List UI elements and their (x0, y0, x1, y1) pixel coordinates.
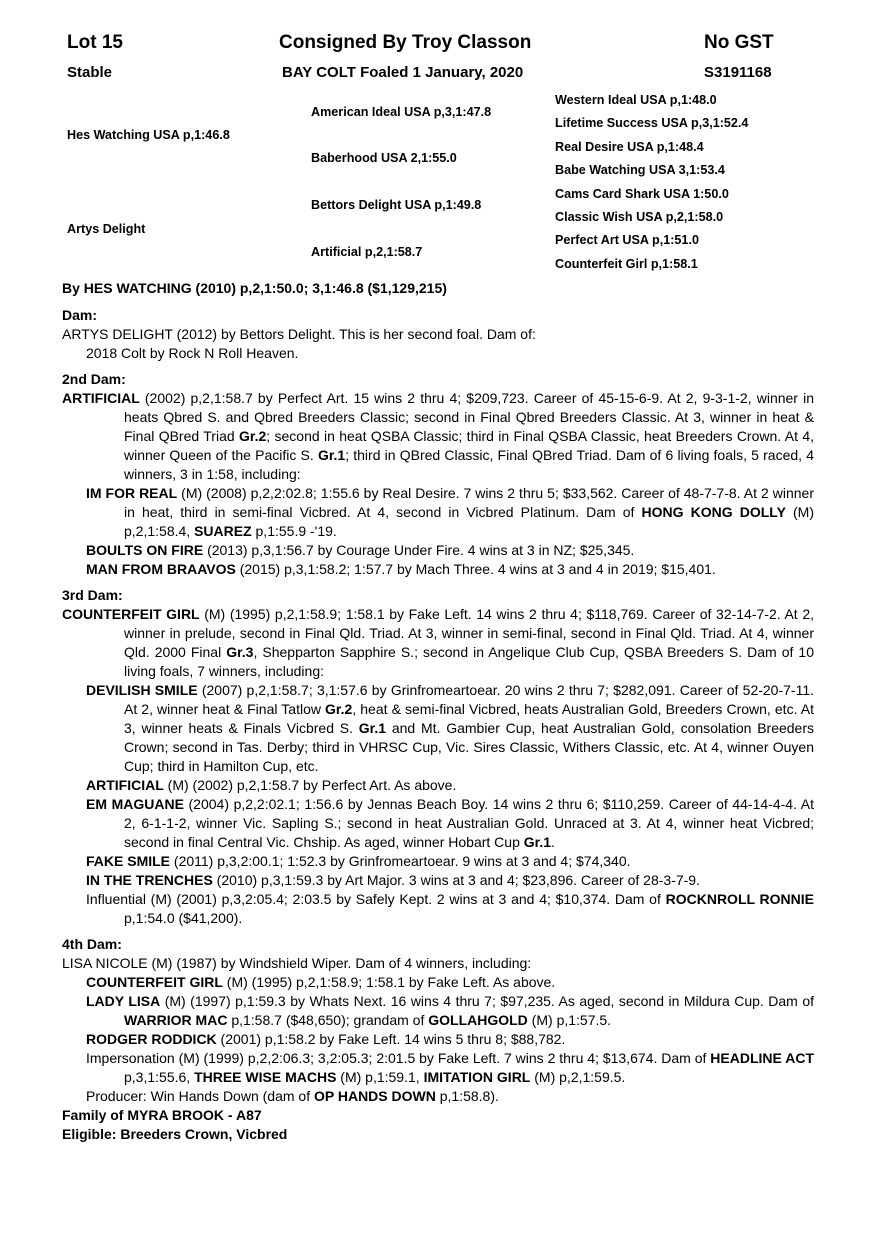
counterfeit-girl-ref-name: COUNTERFEIT GIRL (86, 974, 223, 990)
producer-text-b: p,1:58.8). (435, 1088, 499, 1104)
rodger-roddick-name: RODGER RODDICK (86, 1031, 217, 1047)
eligibility-line: Eligible: Breeders Crown, Vicbred (62, 1126, 288, 1142)
impersonation-text-c: (M) p,1:59.1, (336, 1069, 424, 1085)
gollahgold-name: GOLLAHGOLD (428, 1012, 528, 1028)
horse-description: BAY COLT Foaled 1 January, 2020 (282, 64, 524, 81)
lady-lisa-text-c: (M) p,1:57.5. (527, 1012, 612, 1028)
headline-act-name: HEADLINE ACT (710, 1050, 815, 1066)
boults-on-fire-entry (62, 541, 814, 560)
devilish-smile-name: DEVILISH SMILE (86, 682, 198, 698)
suarez-name: SUAREZ (194, 523, 252, 539)
dam-text: ARTYS DELIGHT (2012) by Bettors Delight. This is her second foal. Dam of: (62, 326, 536, 342)
artificial-text-a: (2002) p,2,1:58.7 by Perfect Art. 15 wins 2 thru 4; $209,723. Career of 45-15-6-9. At 2, 9-3-1-2, winner in heats Qbred S. and Qbred Breeders Classic; second in Final Qbred Breeders Classic. At 3, winner in heat & Final QBred Triad (124, 390, 814, 444)
artificial-entry (62, 389, 814, 484)
counterfeit-girl-text-b: , Shepparton Sapphire S.; second in Angelique Club Cup, QSBA Breeders S. Dam of 10 living foals, 7 winners, including: (124, 644, 814, 679)
dam-heading: Dam: (62, 307, 98, 323)
impersonation-text-d: (M) p,2,1:59.5. (530, 1069, 626, 1085)
artificial-name: ARTIFICIAL (62, 390, 140, 406)
in-the-trenches-text: (2010) p,3,1:59.3 by Art Major. 3 wins at 3 and 4; $23,896. Career of 28-3-7-9. (212, 872, 700, 888)
fake-smile-entry (62, 852, 814, 871)
im-for-real-text-c: p,1:55.9 -'19. (251, 523, 337, 539)
artificial-text-b: ; second in heat QSBA Classic; third in Final QSBA Classic, heat Breeders Crown. At 4, winner Queen of the Pacific S. (124, 428, 814, 463)
fourth-dam-text: LISA NICOLE (M) (1987) by Windshield Wiper. Dam of 4 winners, including: (62, 955, 532, 971)
em-maguane-entry (62, 795, 814, 852)
counterfeit-girl-text-a: (M) (1995) p,2,1:58.9; 1:58.1 by Fake Left. 14 wins 2 thru 4; $118,769. Career of 32-14-7-2. At 2, winner in prelude, second in Final Qld. Triad. At 3, winner in semi-final, second in Final Qld. Triad. At 4, winner Qld. 2000 Final (124, 606, 814, 660)
impersonation-text-b: p,3,1:55.6, (124, 1069, 195, 1085)
lady-lisa-entry (62, 992, 814, 1030)
pedigree-g8: Counterfeit Girl p,1:58.1 (555, 257, 698, 271)
three-wise-machs-name: THREE WISE MACHS (194, 1069, 337, 1085)
boults-on-fire-text: (2013) p,3,1:56.7 by Courage Under Fire. 4 wins at 3 in NZ; $25,345. (203, 542, 635, 558)
artificial-text-c: ; third in QBred Classic, Final QBred Triad. Dam of 6 living foals, 5 raced, 4 winners, 3 in 1:58, including: (124, 447, 814, 482)
pedigree-g3: Real Desire USA p,1:48.4 (555, 140, 704, 154)
producer-entry (62, 1087, 814, 1106)
pedigree-g4: Babe Watching USA 3,1:53.4 (555, 163, 725, 177)
rodger-roddick-entry (62, 1030, 814, 1049)
fake-smile-name: FAKE SMILE (86, 853, 171, 869)
artificial-ref-name: ARTIFICIAL (86, 777, 164, 793)
grade-badge: Gr.1 (523, 834, 551, 850)
pedigree-sire: Hes Watching USA p,1:46.8 (67, 128, 230, 142)
im-for-real-entry (62, 484, 814, 541)
pedigree-g1: Western Ideal USA p,1:48.0 (555, 93, 717, 107)
lot-number: Lot 15 (67, 32, 123, 53)
influential-text: Influential (M) (2001) p,3,2:05.4; 2:03.5 by Safely Kept. 2 wins at 3 and 4; $10,374. Dam of (86, 891, 666, 907)
pedigree-dam-dam: Artificial p,2,1:58.7 (311, 245, 423, 259)
man-from-braavos-text: (2015) p,3,1:58.2; 1:57.7 by Mach Three. 4 wins at 3 and 4 in 2019; $15,401. (235, 561, 716, 577)
grade-badge: Gr.2 (325, 701, 353, 717)
pedigree-g6: Classic Wish USA p,2,1:58.0 (555, 210, 724, 224)
devilish-smile-text-a: (2007) p,2,1:58.7; 3,1:57.6 by Grinfromeartoear. 20 wins 2 thru 7; $282,091. Career of 52-20-7-11. At 2, winner heat & Final Tatlow (124, 682, 814, 717)
horse-code: S3191168 (704, 64, 772, 81)
family-line: Family of MYRA BROOK - A87 (62, 1107, 262, 1123)
in-the-trenches-entry (62, 871, 814, 890)
grade-badge: Gr.3 (226, 644, 254, 660)
catalogue-body (62, 306, 814, 1144)
pedigree-dam: Artys Delight (67, 222, 146, 236)
im-for-real-text-b: (M) p,2,1:58.4, (124, 504, 814, 539)
gst-status: No GST (704, 32, 774, 53)
grade-badge: Gr.1 (317, 447, 346, 463)
pedigree-sire-sire: American Ideal USA p,3,1:47.8 (311, 105, 492, 119)
third-dam-heading: 3rd Dam: (62, 587, 123, 603)
artificial-ref-entry (62, 776, 814, 795)
devilish-smile-entry (62, 681, 814, 776)
producer-text-a: Producer: Win Hands Down (dam of (86, 1088, 314, 1104)
fourth-dam-heading: 4th Dam: (62, 936, 122, 952)
boults-on-fire-name: BOULTS ON FIRE (86, 542, 204, 558)
pedigree-g2: Lifetime Success USA p,3,1:52.4 (555, 116, 749, 130)
second-dam-heading: 2nd Dam: (62, 371, 126, 387)
rocknroll-ronnie-name: ROCKNROLL RONNIE (665, 891, 814, 907)
impersonation-entry (62, 1049, 814, 1087)
fake-smile-text: (2011) p,3,2:00.1; 1:52.3 by Grinfromeartoear. 9 wins at 3 and 4; $74,340. (170, 853, 631, 869)
counterfeit-girl-ref-entry (62, 973, 814, 992)
devilish-smile-text-b: , heat & semi-final Vicbred, heats Australian Gold, Breeders Crown, etc. At 3, winner heats & Finals Vicbred S. (124, 701, 814, 736)
consignor: Consigned By Troy Classon (279, 32, 532, 53)
op-hands-down-name: OP HANDS DOWN (313, 1088, 436, 1104)
im-for-real-text-a: (M) (2008) p,2,2:02.8; 1:55.6 by Real Desire. 7 wins 2 thru 5; $33,562. Career of 48-7-7-8. At 2 winner in heat, third in semi-final Vicbred. At 4, second in Vicbred Platinum. Dam of (124, 485, 814, 520)
man-from-braavos-entry (62, 560, 814, 579)
pedigree-sire-dam: Baberhood USA 2,1:55.0 (311, 151, 457, 165)
em-maguane-text-b: . (551, 834, 555, 850)
imitation-girl-name: IMITATION GIRL (423, 1069, 531, 1085)
pedigree-g7: Perfect Art USA p,1:51.0 (555, 233, 699, 247)
grade-badge: Gr.2 (239, 428, 267, 444)
devilish-smile-text-c: and Mt. Gambier Cup, heat Australian Gold, consolation Breeders Crown; second in Tas. Derby; third in VHRSC Cup, Vic. Sires Classic, Withers Classic, etc. At 4, winner Ouyen Cup; third in Hamilton Cup, etc. (124, 720, 814, 774)
stable-label: Stable (67, 64, 113, 81)
influential-entry (62, 890, 814, 928)
lady-lisa-text-a: (M) (1997) p,1:59.3 by Whats Next. 16 wins 4 thru 7; $97,235. As aged, second in Mildura Cup. Dam of (160, 993, 815, 1009)
rodger-roddick-text: (2001) p,1:58.2 by Fake Left. 14 wins 5 thru 8; $88,782. (216, 1031, 566, 1047)
dam-foal: 2018 Colt by Rock N Roll Heaven. (86, 345, 299, 361)
im-for-real-name: IM FOR REAL (86, 485, 178, 501)
counterfeit-girl-name: COUNTERFEIT GIRL (62, 606, 200, 622)
lady-lisa-text-b: p,1:58.7 ($48,650); grandam of (227, 1012, 429, 1028)
sire-line: By HES WATCHING (2010) p,2,1:50.0; 3,1:46.8 ($1,129,215) (62, 280, 447, 296)
lady-lisa-name: LADY LISA (86, 993, 161, 1009)
counterfeit-girl-ref-text: (M) (1995) p,2,1:58.9; 1:58.1 by Fake Left. As above. (222, 974, 556, 990)
em-maguane-name: EM MAGUANE (86, 796, 184, 812)
grade-badge: Gr.1 (358, 720, 387, 736)
in-the-trenches-name: IN THE TRENCHES (86, 872, 213, 888)
pedigree-dam-sire: Bettors Delight USA p,1:49.8 (311, 198, 482, 212)
man-from-braavos-name: MAN FROM BRAAVOS (86, 561, 236, 577)
rocknroll-ronnie-text: p,1:54.0 ($41,200). (124, 910, 243, 926)
impersonation-text-a: Impersonation (M) (1999) p,2,2:06.3; 3,2:05.3; 2:01.5 by Fake Left. 7 wins 2 thru 4; $13,674. Dam of (86, 1050, 711, 1066)
pedigree-g5: Cams Card Shark USA 1:50.0 (555, 187, 729, 201)
warrior-mac-name: WARRIOR MAC (124, 1012, 228, 1028)
em-maguane-text-a: (2004) p,2,2:02.1; 1:56.6 by Jennas Beach Boy. 14 wins 2 thru 6; $110,259. Career of 44-14-4-4. At 2, 6-1-1-2, winner Vic. Sapling S.; second in heat Australian Gold. Unraced at 3. At 4, winner heat Vicbred; second in final Central Vic. Chship. As aged, winner Hobart Cup (124, 796, 814, 850)
counterfeit-girl-entry (62, 605, 814, 681)
hong-kong-dolly-name: HONG KONG DOLLY (641, 504, 786, 520)
artificial-ref-text: (M) (2002) p,2,1:58.7 by Perfect Art. As above. (163, 777, 457, 793)
